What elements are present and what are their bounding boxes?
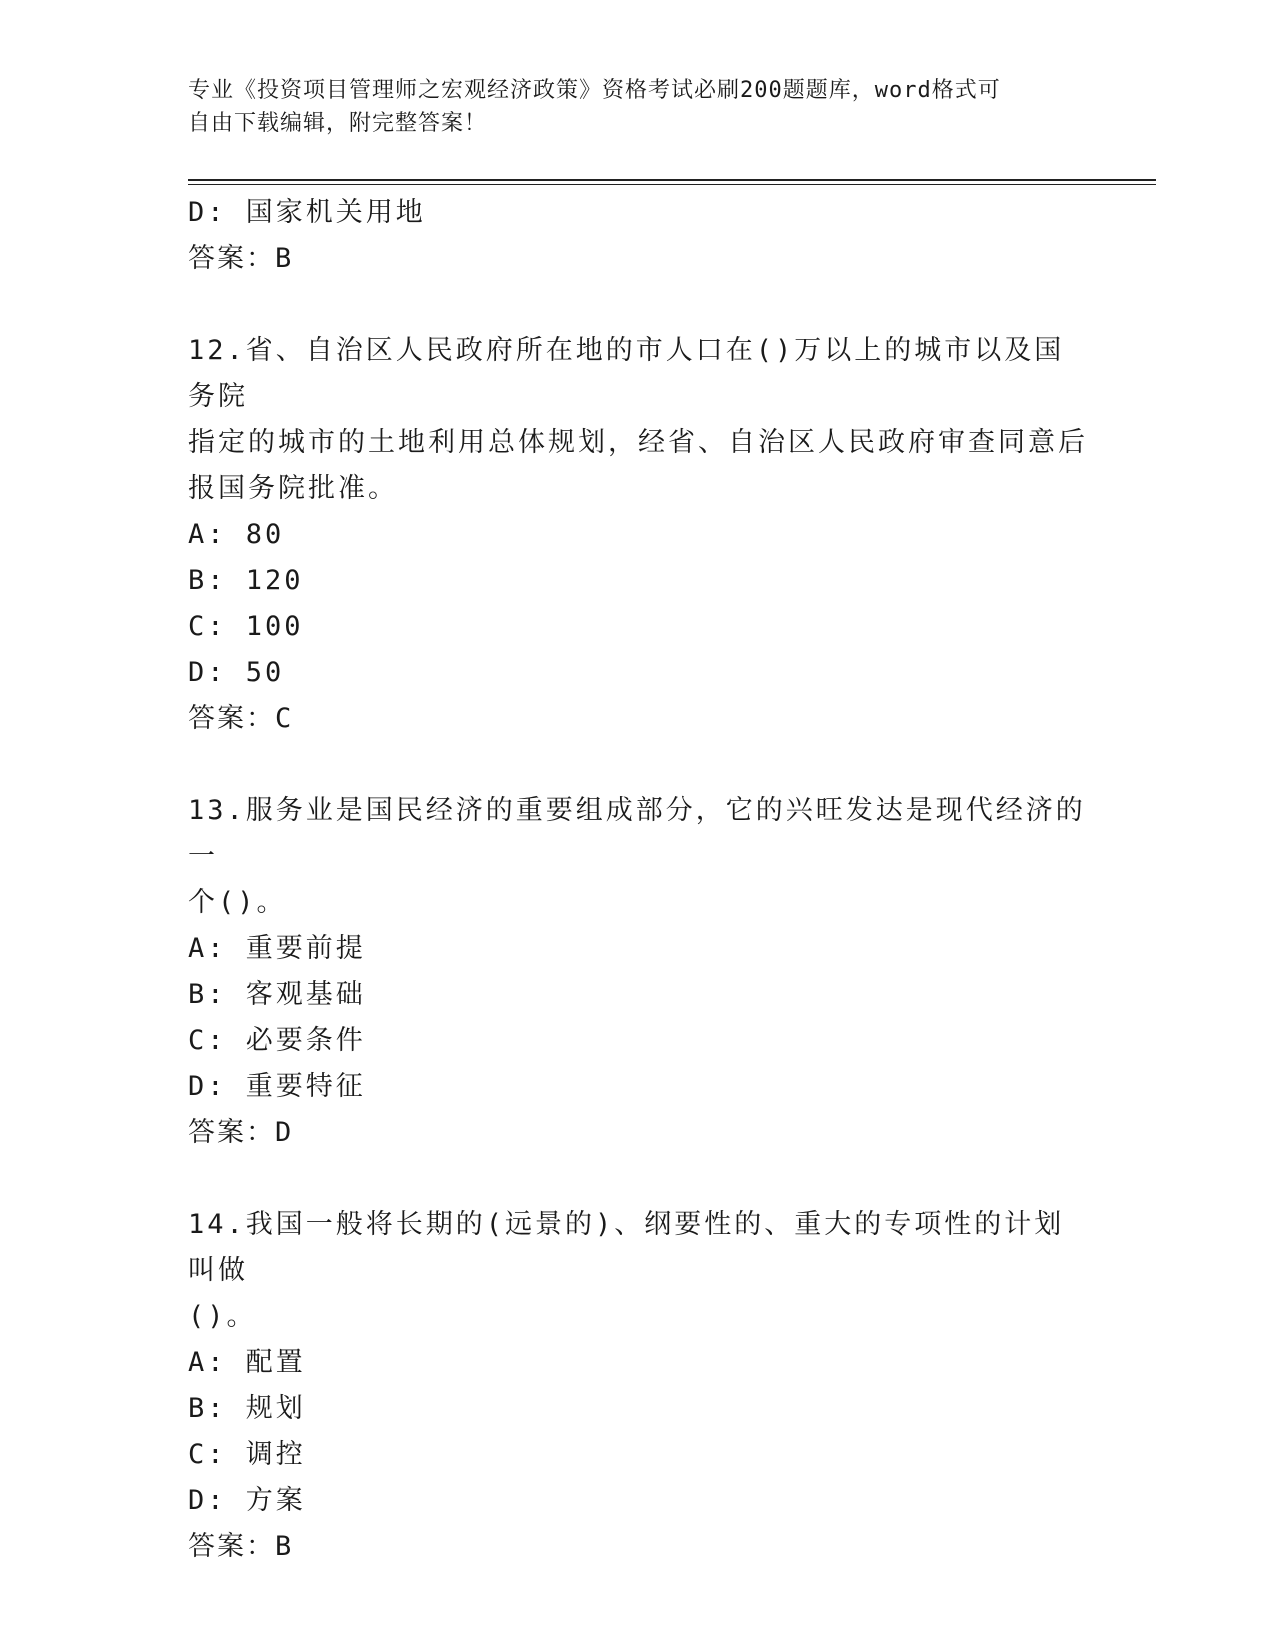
answer-value: D xyxy=(275,1117,294,1148)
answer-value: B xyxy=(275,243,294,274)
question-stem xyxy=(188,788,1088,926)
stem-line: 指定的城市的土地利用总体规划，经省、自治区人民政府审查同意后 xyxy=(188,427,1088,458)
answer-value: B xyxy=(275,1531,294,1562)
option-c: C: 100 xyxy=(188,611,304,642)
header-rule-thin xyxy=(188,184,1156,185)
stem-line: 13.服务业是国民经济的重要组成部分，它的兴旺发达是现代经济的一 xyxy=(188,795,1086,872)
answer-line xyxy=(188,1110,1088,1156)
option-a: A: 重要前提 xyxy=(188,933,366,964)
answer-line xyxy=(188,236,1088,282)
stem-line: 14.我国一般将长期的(远景的)、纲要性的、重大的专项性的计划叫做 xyxy=(188,1209,1065,1286)
header-rule-thick xyxy=(188,179,1156,181)
option-c: C: 必要条件 xyxy=(188,1025,366,1056)
question-13 xyxy=(188,788,1088,1156)
stem-line: 个()。 xyxy=(188,887,287,918)
option-a: A: 配置 xyxy=(188,1347,306,1378)
stem-line: 报国务院批准。 xyxy=(188,473,398,504)
answer-line xyxy=(188,1524,1088,1570)
option-d: D: 方案 xyxy=(188,1485,306,1516)
question-stem xyxy=(188,328,1088,512)
answer-label: 答案： xyxy=(188,1531,275,1562)
answer-label: 答案： xyxy=(188,1117,275,1148)
stem-line: ()。 xyxy=(188,1301,257,1332)
question-14 xyxy=(188,1202,1088,1570)
answer-line xyxy=(188,696,1088,742)
stem-line: 12.省、自治区人民政府所在地的市人口在()万以上的城市以及国务院 xyxy=(188,335,1065,412)
question-12 xyxy=(188,328,1088,742)
option-c: C: 调控 xyxy=(188,1439,306,1470)
option-b: B: 规划 xyxy=(188,1393,306,1424)
answer-label: 答案： xyxy=(188,703,275,734)
answer-label: 答案： xyxy=(188,243,275,274)
option-d: D: 重要特征 xyxy=(188,1071,366,1102)
option-a: A: 80 xyxy=(188,519,285,550)
document-body xyxy=(188,190,1088,1570)
option-d: D: 50 xyxy=(188,657,285,688)
option-b: B: 客观基础 xyxy=(188,979,366,1010)
header-line-1: 专业《投资项目管理师之宏观经济政策》资格考试必刷200题题库，word格式可 xyxy=(188,78,1001,103)
option-d: D: 国家机关用地 xyxy=(188,197,426,228)
option-b: B: 120 xyxy=(188,565,304,596)
document-header xyxy=(188,74,1088,140)
previous-question-tail xyxy=(188,190,1088,282)
question-stem xyxy=(188,1202,1088,1340)
answer-value: C xyxy=(275,703,294,734)
header-line-2: 自由下载编辑，附完整答案！ xyxy=(188,111,488,136)
